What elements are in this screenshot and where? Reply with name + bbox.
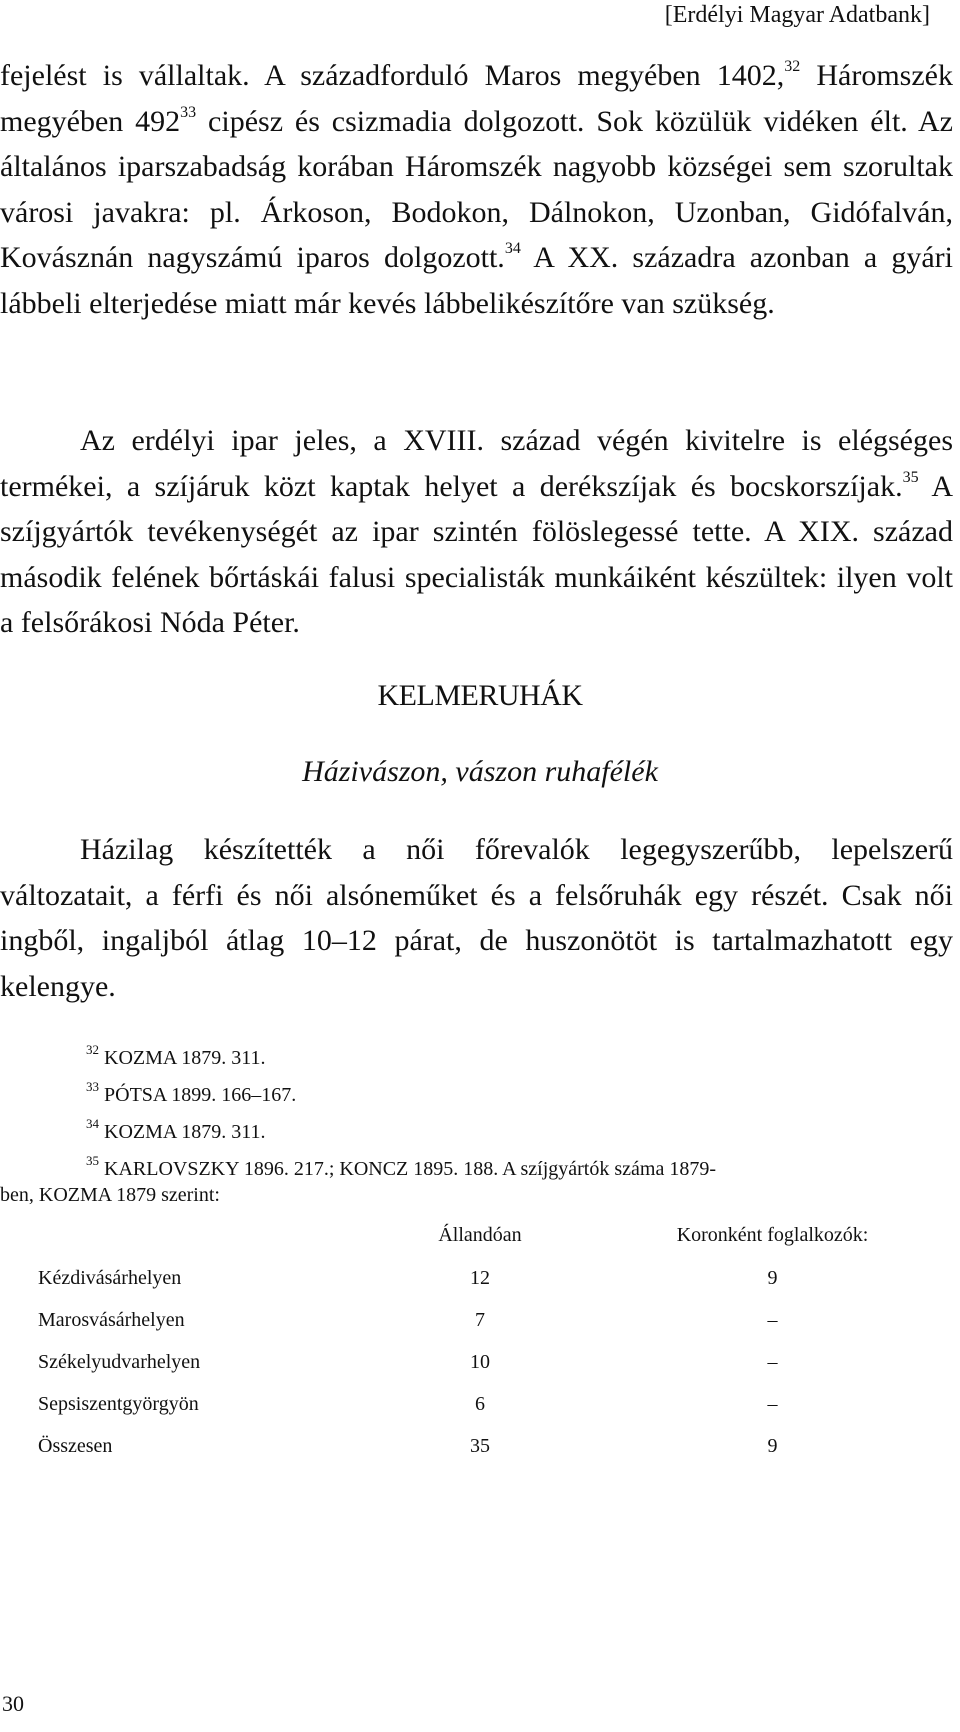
section-title: KELMERUHÁK — [377, 679, 583, 712]
footnote-text: KARLOVSZKY 1896. 217.; KONCZ 1895. 188. A szíjgyártók száma 1879- — [104, 1158, 716, 1180]
footnote-ref-33[interactable]: 33 — [180, 103, 197, 121]
table-cell-place: Sepsiszentgyörgyön — [38, 1393, 199, 1415]
p1-text-a: fejelést is vállaltak. A századforduló Maros megyében 1402, — [0, 59, 785, 92]
table-cell-occasional: 9 — [767, 1267, 778, 1289]
table-cell-occasional: 9 — [767, 1435, 778, 1457]
table-cell-permanent: 10 — [470, 1351, 490, 1373]
table-cell-permanent: 6 — [475, 1393, 485, 1415]
footnote-34 — [86, 1116, 266, 1145]
footnote-text: KOZMA 1879. 311. — [104, 1121, 266, 1143]
footnote-text: KOZMA 1879. 311. — [104, 1047, 266, 1069]
paragraph-1 — [0, 53, 953, 327]
table-cell-occasional: – — [767, 1309, 778, 1331]
footnote-ref-35[interactable]: 35 — [902, 468, 919, 486]
p1-text-c: cipész és csizmadia dolgozott. Sok közülük vidéken élt. Az általános iparszabadság korában Háromszék nagyobb községei sem szorultak városi javakra: pl. Árkoson, Bodokon, Dálnokon, Uzonban, Gidófalván, Kovásznán nagyszámú iparos dolgozott. — [0, 104, 953, 275]
footnote-number: 32 — [86, 1042, 99, 1057]
footnote-ref-32[interactable]: 32 — [784, 58, 801, 75]
table-cell-place: Kézdivásárhelyen — [38, 1267, 182, 1289]
p2-text-a: Az erdélyi ipar jeles, a XVIII. század végén kivitelre is elégséges termékei, a szíjáruk közt kaptak helyet a derékszíjak és bocskorszíjak. — [0, 424, 953, 503]
p1-text-d: A XX. századra azonban a gyári lábbeli elterjedése miatt már kevés lábbelikészítőre van szükség. — [0, 241, 953, 320]
header-occasional: Koronként foglalkozók: — [676, 1224, 869, 1246]
table-cell-place: Összesen — [38, 1435, 113, 1457]
footnote-35 — [86, 1153, 956, 1182]
header-permanent: Állandóan — [438, 1224, 522, 1246]
footnote-35-continuation: ben, KOZMA 1879 szerint: — [0, 1184, 220, 1206]
section-subtitle: Házivászon, vászon ruhafélék — [302, 755, 658, 788]
table-cell-permanent: 12 — [470, 1267, 490, 1289]
p3-text: Házilag készítették a női főrevalók legegyszerűbb, lepelszerű változatait, a férfi és női alsóneműket és a felsőruhák egy részét. Csak női ingből, ingaljból átlag 10–12 párat, de huszonötöt is tartalmazhatott egy kelengye. — [0, 833, 953, 1003]
footnote-number: 33 — [86, 1079, 99, 1094]
table-header-row — [0, 1222, 960, 1248]
footnote-ref-34[interactable]: 34 — [504, 240, 521, 258]
table-row — [0, 1349, 960, 1375]
table-cell-permanent: 35 — [470, 1435, 490, 1457]
table-cell-permanent: 7 — [475, 1309, 485, 1331]
table-row — [0, 1307, 960, 1333]
table-row — [0, 1433, 960, 1459]
p2-text-b: A szíjgyártók tevékenységét az ipar szintén fölöslegessé tette. A XIX. század második felének bőrtáskái falusi specialisták munkáiként készültek: ilyen volt a felsőrákosi Nóda Péter. — [0, 469, 954, 640]
p1-text-b: Háromszék megyében 492 — [0, 59, 953, 138]
footnote-number: 35 — [86, 1153, 99, 1168]
footnote-text: PÓTSA 1899. 166–167. — [104, 1084, 297, 1106]
paragraph-3 — [0, 827, 953, 1009]
footnote-32 — [86, 1042, 266, 1071]
footnote-number: 34 — [86, 1116, 99, 1131]
table-row — [0, 1265, 960, 1291]
table-cell-place: Székelyudvarhelyen — [38, 1351, 201, 1373]
table-cell-occasional: – — [767, 1351, 778, 1373]
page-number: 30 — [2, 1691, 24, 1716]
footnote-33 — [86, 1079, 297, 1108]
paragraph-2 — [0, 418, 953, 646]
table-cell-place: Marosvásárhelyen — [38, 1309, 185, 1331]
table-row — [0, 1391, 960, 1417]
table-cell-occasional: – — [767, 1393, 778, 1415]
running-header: [Erdélyi Magyar Adatbank] — [664, 2, 930, 28]
